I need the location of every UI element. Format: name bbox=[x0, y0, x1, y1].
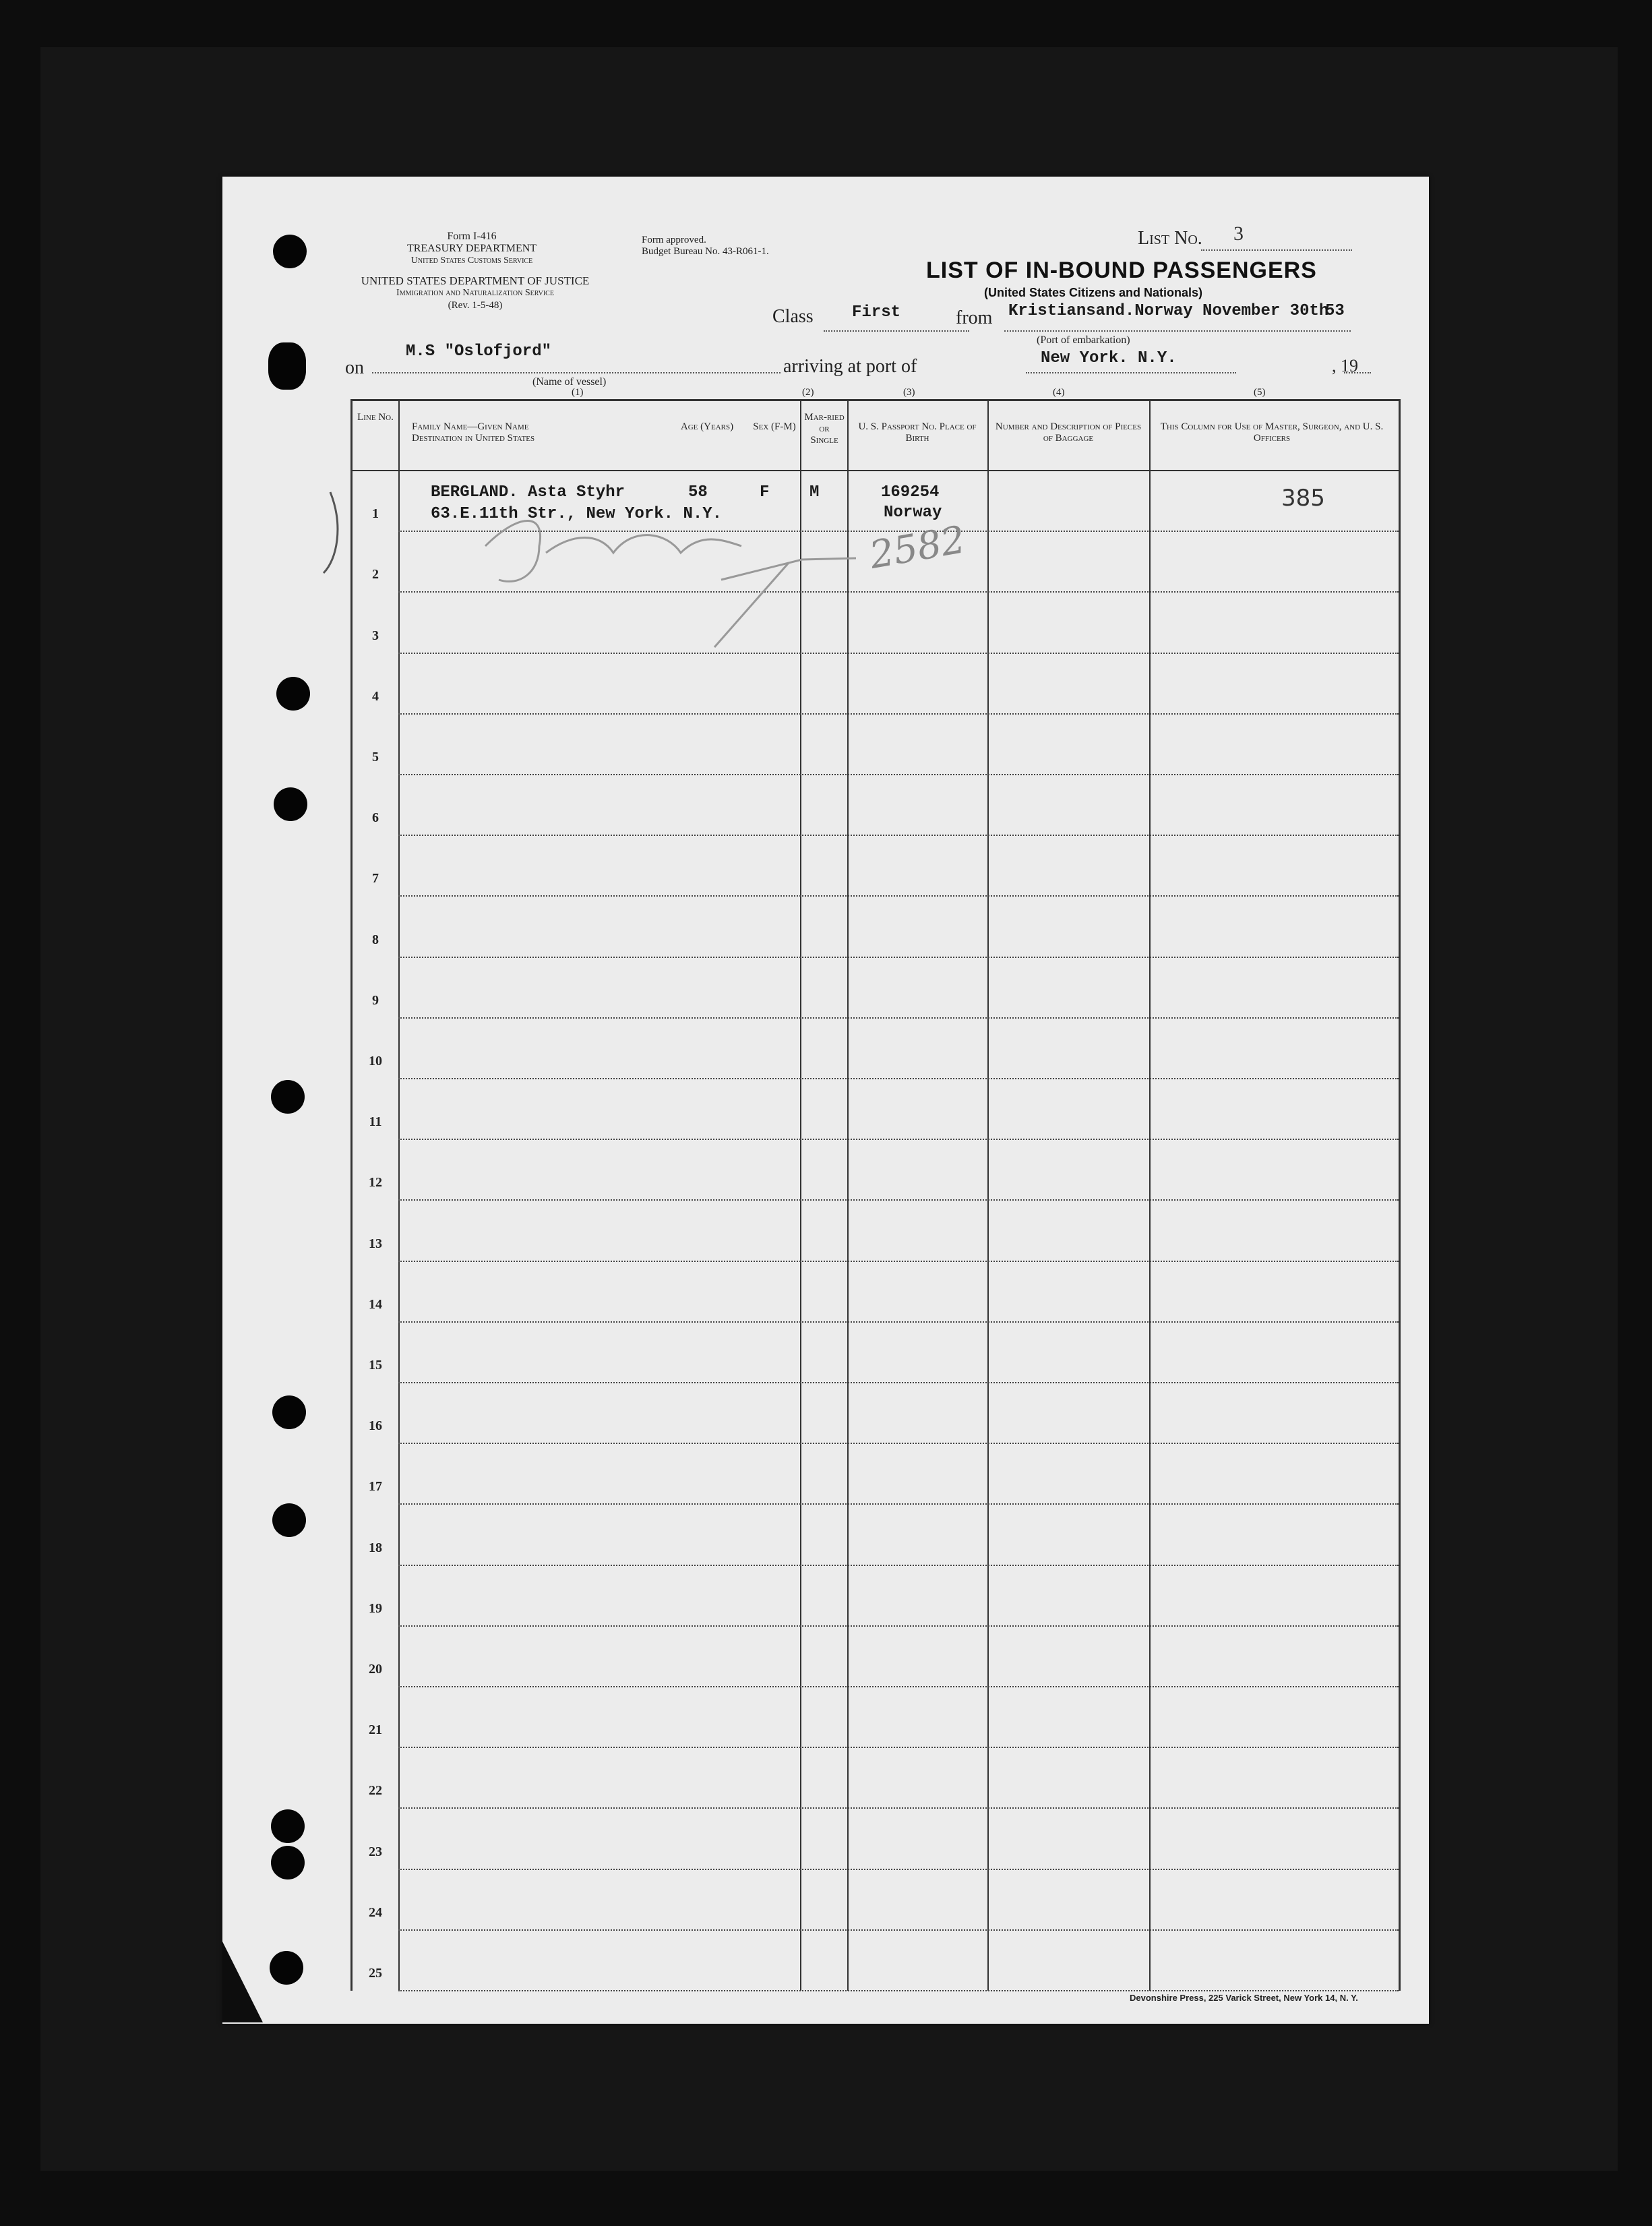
line-number: 22 bbox=[369, 1783, 382, 1799]
punch-hole bbox=[271, 1846, 305, 1879]
on-label: on bbox=[345, 357, 364, 378]
line-number: 13 bbox=[369, 1236, 382, 1251]
line-number: 15 bbox=[369, 1358, 382, 1373]
line-number: 19 bbox=[369, 1600, 382, 1616]
punch-hole bbox=[271, 1809, 305, 1843]
passenger-age: 58 bbox=[688, 483, 708, 502]
revision-date: (Rev. 1-5-48) bbox=[448, 300, 503, 311]
passenger-address: 63.E.11th Str., New York. N.Y. bbox=[431, 505, 723, 523]
col-baggage: Number and Description of Pieces of Baggage bbox=[995, 421, 1142, 444]
customs-service: United States Customs Service bbox=[410, 255, 533, 266]
row-rule bbox=[398, 1078, 1399, 1079]
punch-hole bbox=[268, 342, 306, 390]
row-rule bbox=[398, 1382, 1399, 1383]
passenger-marital: M bbox=[809, 483, 820, 502]
col-married: Mar-ried or Single bbox=[804, 412, 845, 446]
row-rule bbox=[398, 835, 1399, 836]
line-number: 17 bbox=[369, 1479, 382, 1495]
line-number: 24 bbox=[369, 1904, 382, 1920]
line-number: 12 bbox=[369, 1175, 382, 1191]
from-label: from bbox=[956, 307, 993, 328]
list-no-value: 3 bbox=[1233, 222, 1244, 245]
arrival-year: , 19 bbox=[1332, 356, 1358, 375]
embarkation-year: 53 bbox=[1325, 302, 1345, 320]
form-title: LIST OF IN-BOUND PASSENGERS bbox=[926, 258, 1317, 283]
column-number: (2) bbox=[802, 387, 814, 398]
column-number: (4) bbox=[1053, 387, 1065, 398]
column-number: (1) bbox=[572, 387, 584, 398]
budget-bureau: Budget Bureau No. 43-R061-1. bbox=[642, 246, 769, 257]
punch-hole bbox=[274, 787, 307, 821]
arriving-label: arriving at port of bbox=[783, 356, 917, 377]
line-number: 16 bbox=[369, 1418, 382, 1434]
row-rule bbox=[398, 1139, 1399, 1140]
embarkation-caption: (Port of embarkation) bbox=[1037, 334, 1130, 346]
line-number: 2 bbox=[372, 567, 379, 582]
list-no-label: List No. bbox=[1138, 228, 1202, 249]
arrival-port: New York. N.Y. bbox=[1041, 349, 1177, 367]
row-rule bbox=[398, 895, 1399, 897]
form-number: Form I-416 bbox=[447, 231, 497, 242]
row-rule bbox=[398, 1990, 1399, 1991]
column-number: (3) bbox=[903, 387, 915, 398]
row-rule bbox=[398, 1747, 1399, 1748]
row-rule bbox=[398, 1869, 1399, 1870]
line-number: 14 bbox=[369, 1296, 382, 1312]
col-age: Age (Years) bbox=[680, 421, 734, 432]
line-number: 3 bbox=[372, 628, 379, 643]
col-destination: Destination in United States bbox=[412, 433, 535, 444]
line-number: 9 bbox=[372, 992, 379, 1008]
line-number: 25 bbox=[369, 1966, 382, 1981]
justice-department: UNITED STATES DEPARTMENT OF JUSTICE bbox=[361, 274, 590, 287]
col-passport: U. S. Passport No. Place of Birth bbox=[858, 421, 977, 444]
form-approved: Form approved. bbox=[642, 235, 706, 245]
pencil-number: 2582 bbox=[866, 518, 969, 578]
line-number: 1 bbox=[372, 506, 379, 522]
class-value: First bbox=[852, 303, 901, 322]
passenger-sex: F bbox=[760, 483, 770, 502]
row-rule bbox=[398, 774, 1399, 775]
line-number: 4 bbox=[372, 688, 379, 704]
vessel-name: M.S "Oslofjord" bbox=[406, 342, 552, 361]
column-number: (5) bbox=[1254, 387, 1266, 398]
embarkation-value: Kristiansand.Norway November 30th bbox=[1008, 302, 1329, 320]
col-name: Family Name—Given Name bbox=[412, 421, 529, 432]
row-rule bbox=[398, 1261, 1399, 1262]
passenger-passport: 169254 bbox=[881, 483, 940, 502]
treasury-department: TREASURY DEPARTMENT bbox=[406, 243, 537, 254]
passenger-birthplace: Norway bbox=[884, 504, 942, 522]
row-rule bbox=[398, 1807, 1399, 1809]
immigration-service: Immigration and Naturalization Service bbox=[396, 288, 554, 298]
row-rule bbox=[398, 713, 1399, 715]
line-number: 21 bbox=[369, 1722, 382, 1738]
line-number: 5 bbox=[372, 750, 379, 764]
row-rule bbox=[398, 957, 1399, 958]
row-rule bbox=[398, 1686, 1399, 1687]
punch-hole bbox=[272, 1395, 306, 1429]
row-rule bbox=[398, 1199, 1399, 1201]
officer-note: 385 bbox=[1281, 485, 1325, 512]
line-number: 6 bbox=[372, 810, 379, 826]
row-rule bbox=[398, 1443, 1399, 1444]
line-number: 10 bbox=[369, 1054, 382, 1069]
row-rule bbox=[398, 1625, 1399, 1627]
punch-hole bbox=[271, 1080, 305, 1114]
punch-hole bbox=[276, 677, 310, 711]
row-rule bbox=[398, 1321, 1399, 1323]
row-rule bbox=[398, 1929, 1399, 1931]
row-rule bbox=[398, 1565, 1399, 1566]
row-rule bbox=[398, 1017, 1399, 1019]
form-subtitle: (United States Citizens and Nationals) bbox=[984, 286, 1203, 299]
punch-hole bbox=[273, 235, 307, 268]
line-number: 7 bbox=[372, 871, 379, 886]
line-number: 18 bbox=[369, 1540, 382, 1555]
printer-imprint: Devonshire Press, 225 Varick Street, New York 14, N. Y. bbox=[1130, 1993, 1358, 2003]
col-officers: This Column for Use of Master, Surgeon, and U. S. Officers bbox=[1160, 421, 1384, 444]
line-number: 23 bbox=[369, 1844, 382, 1859]
torn-corner bbox=[222, 1942, 263, 2022]
line-number: 11 bbox=[369, 1114, 382, 1130]
row-rule bbox=[398, 1503, 1399, 1505]
punch-hole bbox=[270, 1951, 303, 1985]
passenger-name: BERGLAND. Asta Styhr bbox=[431, 483, 625, 502]
punch-hole bbox=[272, 1503, 306, 1537]
class-label: Class bbox=[772, 306, 814, 327]
line-number: 20 bbox=[369, 1662, 382, 1677]
col-line-no: Line No. bbox=[357, 412, 394, 423]
vessel-caption: (Name of vessel) bbox=[532, 376, 607, 388]
line-number: 8 bbox=[372, 932, 379, 947]
col-sex: Sex (F-M) bbox=[753, 421, 796, 432]
